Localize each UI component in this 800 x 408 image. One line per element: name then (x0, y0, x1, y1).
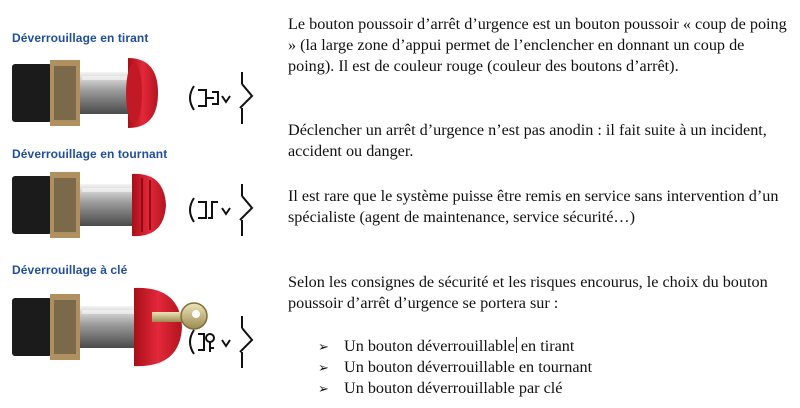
label-key-release: Déverrouillage à clé (12, 263, 128, 277)
turn-release-symbol-icon (184, 184, 264, 236)
arrow-bullet-icon: ➢ (318, 361, 329, 376)
paragraph-description: Le bouton poussoir d’arrêt d’urgence est un bouton poussoir « coup de poing » (la large zone d’appui permet de l’enclencher en donnant un coup de poing). Il est de couleur rouge (couleur des boutons d’arrêt). (288, 15, 787, 75)
illustrations-column (0, 0, 280, 408)
list-item-text: Un bouton déverrouillable par clé (344, 379, 563, 397)
list-item-text: Un bouton déverrouillable (344, 337, 515, 355)
key-release-symbol-icon (184, 316, 264, 368)
list-item (318, 378, 592, 399)
paragraph-reset: Il est rare que le système puisse être remis en service sans intervention d’un spécialiste (agent de maintenance, service sécurité…) (288, 187, 779, 226)
paragraph-choice: Selon les consignes de sécurité et les risques encourus, le choix du bouton poussoir d’arrêt d’urgence se portera sur : (288, 273, 768, 312)
list-item-text-tail: en tirant (516, 337, 575, 355)
pull-release-symbol-icon (184, 72, 264, 124)
list-item (318, 336, 592, 357)
paragraph-trigger: Déclencher un arrêt d’urgence n’est pas anodin : il fait suite à un incident, accident ou danger. (288, 121, 767, 160)
emergency-stop-key-icon (10, 282, 210, 374)
label-pull-release: Déverrouillage en tirant (12, 31, 149, 45)
emergency-stop-pull-icon (10, 52, 160, 136)
label-turn-release: Déverrouillage en tournant (12, 147, 168, 161)
list-item-text: Un bouton déverrouillable en tournant (344, 358, 593, 376)
arrow-bullet-icon: ➢ (318, 382, 329, 397)
list-item (318, 357, 592, 378)
choice-list (318, 336, 592, 399)
arrow-bullet-icon: ➢ (318, 340, 329, 355)
emergency-stop-turn-icon (10, 164, 170, 248)
